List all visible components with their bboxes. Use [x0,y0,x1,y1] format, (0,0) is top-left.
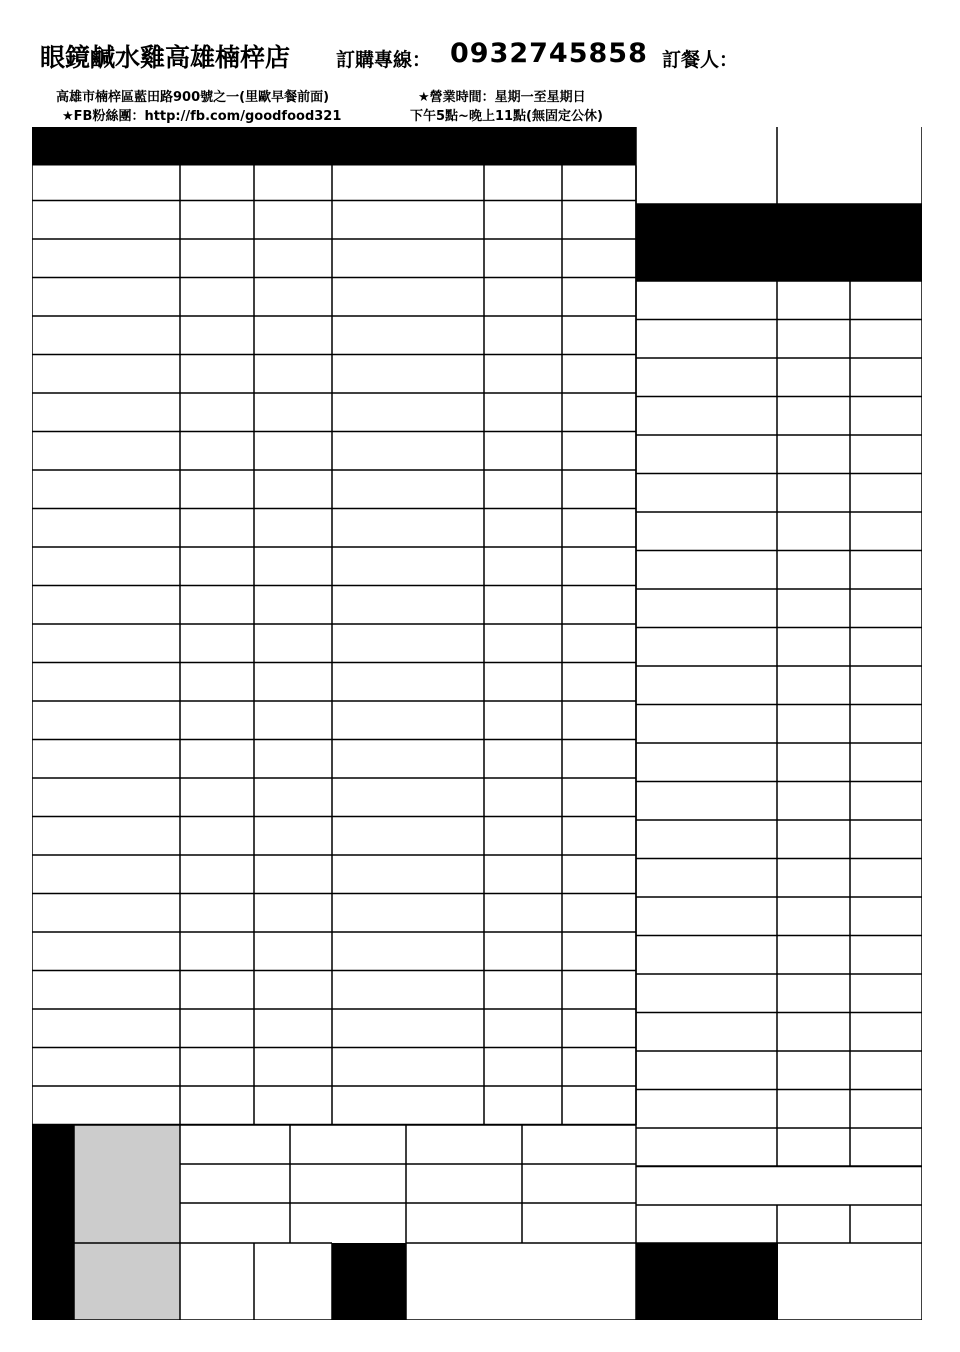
pickup-time-label [636,83,778,123]
flavor-option[interactable] [406,1125,522,1164]
menu-item-name [32,740,180,779]
menu-item-name [332,393,484,432]
column-header-name [32,127,180,166]
quantity-field[interactable] [850,859,922,898]
menu-item-name [332,624,484,663]
menu-item-name [32,1009,180,1048]
menu-item-price [777,705,850,744]
quantity-field[interactable] [254,971,332,1010]
menu-item-price [180,701,254,740]
menu-item-price [777,358,850,397]
notes-label-line2 [332,1279,406,1315]
flavor-option[interactable] [522,1203,636,1242]
quantity-field[interactable] [850,281,922,320]
menu-item-name [636,705,777,744]
menu-item-price [777,512,850,551]
menu-item-price [180,624,254,663]
menu-item-name [636,1090,777,1129]
menu-item-price [777,551,850,590]
quantity-field[interactable] [254,547,332,586]
toggle-no[interactable] [254,1280,332,1318]
menu-item-name [332,586,484,625]
quantity-field[interactable] [850,743,922,782]
quantity-field[interactable] [562,470,636,509]
flavor-option[interactable] [180,1203,290,1242]
menu-item-name [636,474,777,513]
flavor-name [74,1203,180,1242]
menu-item-name [636,820,777,859]
column-header-qty [254,127,332,166]
menu-item-price [484,547,562,586]
menu-item-price [777,1013,850,1052]
quantity-field[interactable] [254,316,332,355]
menu-item-price [484,740,562,779]
hours-line1: ★營業時間：星期一至星期日 [418,90,586,105]
quantity-field[interactable] [254,239,332,278]
menu-item-name [332,894,484,933]
menu-item-price [777,1090,850,1129]
hotline-label: 訂購專線： [336,49,432,71]
menu-item-name [332,432,484,471]
pickup-number-label [777,83,922,123]
menu-item-name [636,281,777,320]
quantity-field[interactable] [254,740,332,779]
menu-item-name [32,278,180,317]
quantity-field[interactable] [254,894,332,933]
hours-line2: 下午5點~晚上11點(無固定公休) [410,109,603,124]
menu-item-name [636,551,777,590]
quantity-field[interactable] [562,971,636,1010]
menu-item-price [777,1051,850,1090]
quantity-field[interactable] [562,547,636,586]
menu-item-name [636,974,777,1013]
menu-item-name [332,932,484,971]
quantity-field[interactable] [254,201,332,240]
menu-item-price [777,589,850,628]
menu-item-name [32,778,180,817]
menu-item-name [32,393,180,432]
menu-item-name [332,547,484,586]
flavor-option[interactable] [406,1203,522,1242]
toggle-yes[interactable] [180,1242,254,1280]
menu-item-name [636,859,777,898]
quantity-field[interactable] [850,1013,922,1052]
quantity-field[interactable] [850,1051,922,1090]
menu-item-price [777,820,850,859]
quantity-field[interactable] [562,239,636,278]
quantity-field[interactable] [254,701,332,740]
orderer-label: 訂餐人： [662,49,739,71]
quantity-field[interactable] [254,663,332,702]
fb-link: ★FB粉絲團：http://fb.com/goodfood321 [62,109,342,124]
menu-item-price [777,859,850,898]
address: 高雄市楠梓區藍田路900號之一(里歐早餐前面) [56,90,330,105]
menu-item-name [332,701,484,740]
menu-item-price [484,894,562,933]
menu-item-name [32,316,180,355]
menu-item-name [636,628,777,667]
quantity-field[interactable] [562,894,636,933]
flavor-name [74,1125,180,1164]
quantity-field[interactable] [562,778,636,817]
menu-item-name [32,355,180,394]
quantity-field[interactable] [562,162,636,201]
quantity-field[interactable] [850,589,922,628]
pickup-time-field[interactable] [636,123,777,204]
menu-item-price [180,971,254,1010]
quantity-field[interactable] [254,432,332,471]
menu-item-price [180,509,254,548]
menu-item-name [636,666,777,705]
menu-item-name [636,397,777,436]
menu-item-name [636,1128,777,1167]
menu-item-name [636,435,777,474]
notes-label-line1 [332,1245,406,1281]
veg-promo-line2 [636,241,922,279]
quantity-field[interactable] [562,509,636,548]
menu-item-price [777,435,850,474]
menu-item-price [180,817,254,856]
quantity-field[interactable] [850,551,922,590]
menu-item-name [32,894,180,933]
shop-name: 眼鏡鹹水雞高雄楠梓店 [40,43,291,72]
menu-item-price [484,855,562,894]
quantity-field[interactable] [254,855,332,894]
quantity-field[interactable] [562,740,636,779]
quantity-field[interactable] [850,782,922,821]
quantity-field[interactable] [562,355,636,394]
menu-item-price [484,393,562,432]
quantity-field[interactable] [850,1128,922,1167]
menu-item-name [32,470,180,509]
menu-item-name [32,432,180,471]
menu-item-name [332,239,484,278]
quantity-field[interactable] [850,435,922,474]
menu-item-price [484,355,562,394]
quantity-field[interactable] [850,1205,922,1243]
quantity-field[interactable] [850,666,922,705]
menu-item-price [180,855,254,894]
menu-item-price [484,778,562,817]
menu-item-name [332,201,484,240]
quantity-field[interactable] [850,358,922,397]
toggle-no[interactable] [254,1242,332,1280]
quantity-field[interactable] [850,820,922,859]
menu-item-price [180,894,254,933]
quantity-field[interactable] [850,628,922,667]
menu-item-price [484,663,562,702]
menu-item-price [777,743,850,782]
menu-item-name [636,358,777,397]
menu-item-price [180,162,254,201]
menu-item-name [32,624,180,663]
menu-item-name [636,589,777,628]
menu-item-price [180,201,254,240]
quantity-field[interactable] [850,397,922,436]
menu-item-name [332,162,484,201]
menu-item-name [332,663,484,702]
column-header-price [484,127,562,166]
menu-item-price [180,586,254,625]
menu-item-name [636,1051,777,1090]
menu-item-price [180,663,254,702]
menu-item-price [484,162,562,201]
menu-item-name [32,701,180,740]
menu-item-name [32,162,180,201]
quantity-field[interactable] [850,512,922,551]
menu-item-price [777,1128,850,1167]
quantity-field[interactable] [254,1009,332,1048]
quantity-field[interactable] [254,278,332,317]
menu-item-name [636,320,777,359]
menu-item-name [32,547,180,586]
quantity-field[interactable] [850,897,922,936]
flavor-option[interactable] [290,1203,406,1242]
quantity-field[interactable] [562,855,636,894]
quantity-field[interactable] [850,705,922,744]
menu-item-name [332,355,484,394]
quantity-field[interactable] [562,432,636,471]
menu-item-price [777,974,850,1013]
menu-item-name [332,470,484,509]
menu-item-price [484,316,562,355]
menu-item-name [636,743,777,782]
quantity-field[interactable] [254,355,332,394]
flavor-section-label [32,1135,74,1320]
menu-item-name [636,782,777,821]
menu-item-name [332,855,484,894]
veg-promo-line1 [636,206,922,244]
menu-item-price [180,932,254,971]
quantity-field[interactable] [850,474,922,513]
column-header-price [180,127,254,166]
menu-item-price [484,971,562,1010]
flavor-option[interactable] [290,1164,406,1203]
onion-extra-price [777,1205,850,1243]
menu-item-price [777,666,850,705]
menu-item-price [484,817,562,856]
menu-item-price [180,278,254,317]
quantity-field[interactable] [562,586,636,625]
menu-item-price [180,239,254,278]
menu-item-name [332,817,484,856]
menu-item-name [332,778,484,817]
menu-item-price [180,316,254,355]
flavor-option[interactable] [180,1164,290,1203]
menu-item-name [32,1086,180,1125]
menu-item-price [484,432,562,471]
quantity-field[interactable] [562,817,636,856]
flavor-option[interactable] [406,1164,522,1203]
quantity-field[interactable] [850,974,922,1013]
menu-item-price [777,474,850,513]
menu-item-name [332,316,484,355]
menu-item-price [180,740,254,779]
menu-item-price [484,239,562,278]
menu-item-price [180,1048,254,1087]
flavor-name [74,1164,180,1203]
updated-date [502,1297,634,1317]
menu-item-name [32,239,180,278]
menu-item-price [180,432,254,471]
menu-item-price [180,355,254,394]
pickup-number-field[interactable] [777,123,922,204]
quantity-field[interactable] [562,278,636,317]
menu-item-price [777,281,850,320]
menu-item-name [332,509,484,548]
quantity-field[interactable] [254,586,332,625]
menu-item-price [180,778,254,817]
menu-item-price [180,1009,254,1048]
quantity-field[interactable] [254,624,332,663]
quantity-field[interactable] [254,509,332,548]
menu-item-price [777,782,850,821]
menu-item-name [332,971,484,1010]
menu-item-name [332,740,484,779]
quantity-field[interactable] [254,1048,332,1087]
quantity-field[interactable] [254,1086,332,1125]
column-header-qty [562,127,636,166]
menu-item-name [32,509,180,548]
order-total-field[interactable] [777,1243,922,1320]
menu-item-price [180,470,254,509]
menu-item-name [32,971,180,1010]
menu-item-price [777,936,850,975]
menu-item-price [484,586,562,625]
menu-item-name [32,201,180,240]
toggle-name [74,1280,180,1318]
menu-item-price [484,201,562,240]
quantity-field[interactable] [562,201,636,240]
quantity-field[interactable] [254,817,332,856]
menu-item-name [32,586,180,625]
quantity-field[interactable] [254,778,332,817]
toggle-yes[interactable] [180,1280,254,1318]
quantity-field[interactable] [562,932,636,971]
flavor-option[interactable] [522,1125,636,1164]
quantity-field[interactable] [850,1090,922,1129]
menu-item-price [180,393,254,432]
quantity-field[interactable] [254,470,332,509]
menu-item-name [636,1013,777,1052]
menu-item-name [636,897,777,936]
menu-item-name [32,932,180,971]
menu-item-price [777,628,850,667]
menu-item-price [484,701,562,740]
menu-item-name [32,855,180,894]
column-header-name [332,127,484,166]
menu-item-name [636,512,777,551]
order-total-label [636,1243,777,1320]
flavor-option[interactable] [290,1125,406,1164]
quantity-field[interactable] [562,701,636,740]
quantity-field[interactable] [562,624,636,663]
flavor-option[interactable] [180,1125,290,1164]
phone-number: 0932745858 [450,38,648,69]
order-form [32,127,922,1320]
menu-item-price [777,897,850,936]
menu-item-price [777,320,850,359]
quantity-field[interactable] [850,320,922,359]
onion-extra-name [636,1205,777,1243]
menu-item-name [332,278,484,317]
quantity-field[interactable] [562,663,636,702]
menu-item-price [484,932,562,971]
menu-item-name [32,817,180,856]
quantity-field[interactable] [254,393,332,432]
toggle-name [74,1242,180,1280]
menu-item-price [484,470,562,509]
quantity-field[interactable] [562,393,636,432]
flavor-option[interactable] [522,1164,636,1203]
quantity-field[interactable] [562,316,636,355]
menu-item-name [32,663,180,702]
menu-item-price [180,1086,254,1125]
menu-item-price [484,278,562,317]
menu-item-price [777,397,850,436]
menu-item-price [484,624,562,663]
menu-item-name [636,936,777,975]
quantity-field[interactable] [254,162,332,201]
menu-item-price [180,547,254,586]
menu-item-name [32,1048,180,1087]
menu-item-price [484,509,562,548]
quantity-field[interactable] [254,932,332,971]
quantity-field[interactable] [850,936,922,975]
